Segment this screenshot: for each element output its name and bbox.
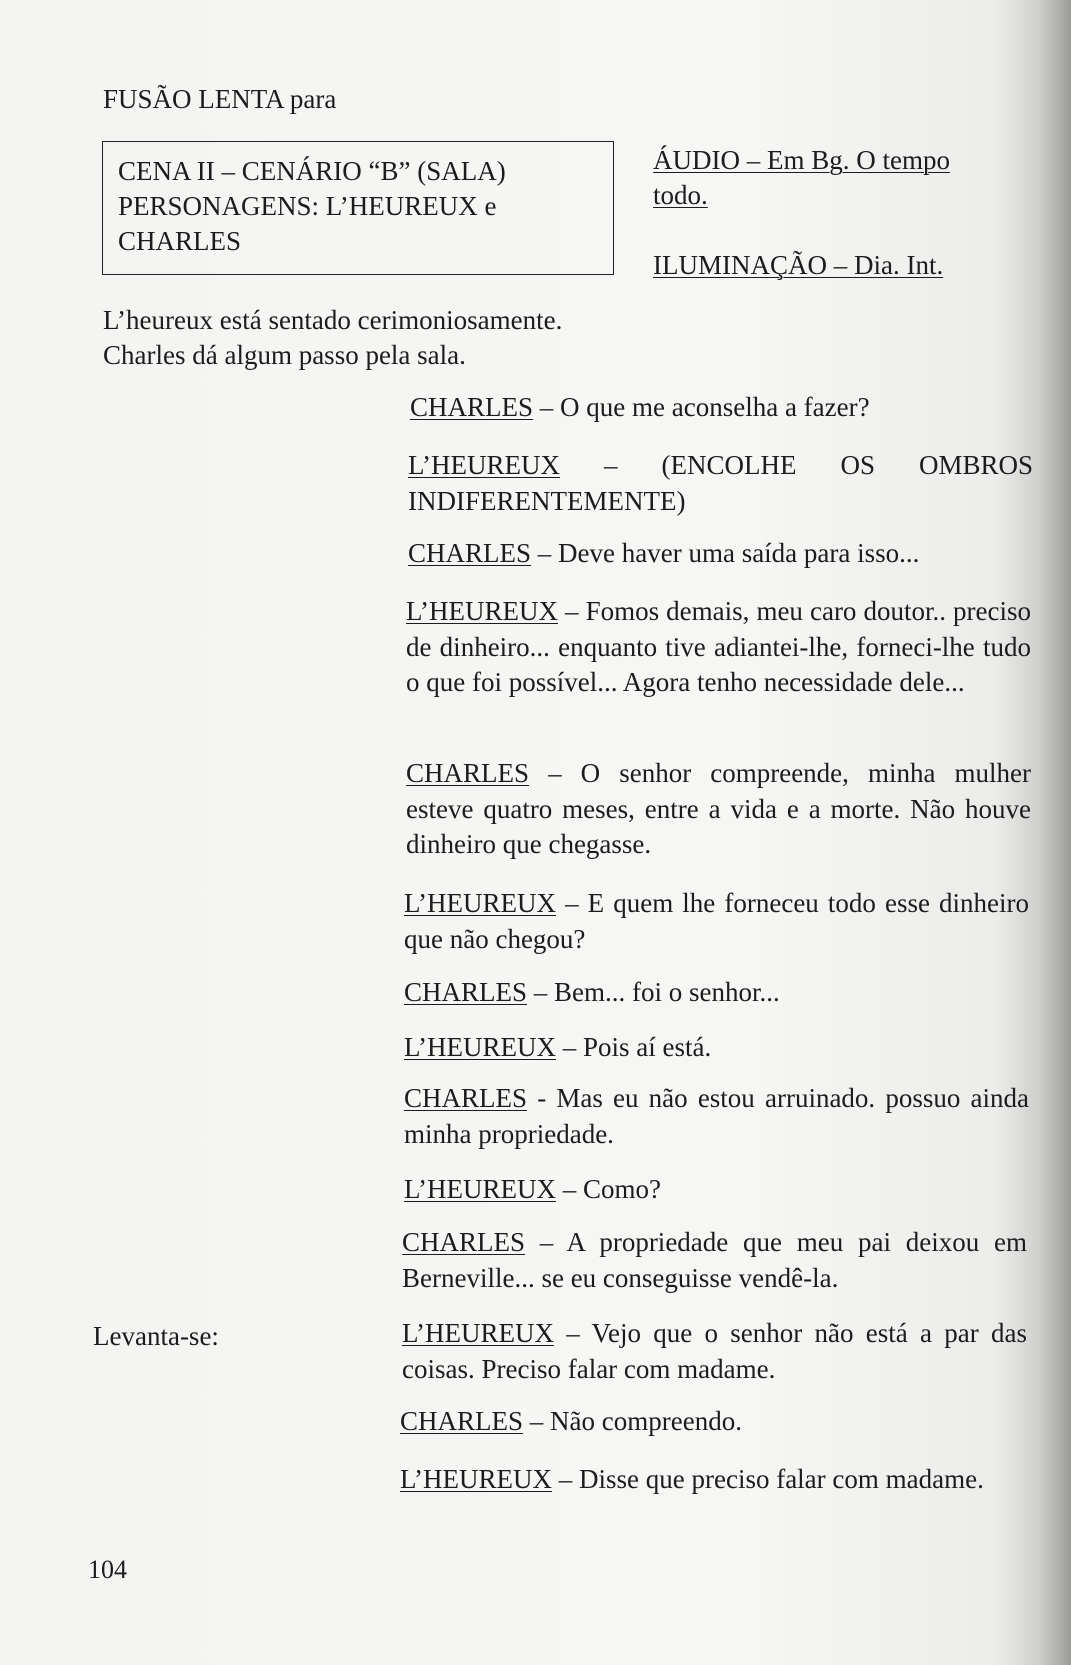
dialogue-line xyxy=(400,1462,1025,1498)
line-text: – Pois aí está. xyxy=(556,1032,712,1062)
scene-characters: PERSONAGENS: L’HEUREUX e xyxy=(118,191,497,221)
speaker-name: L’HEUREUX xyxy=(404,1174,556,1204)
line-text: – Vejo que o senhor não está a par das coisas. Preciso falar com madame. xyxy=(402,1318,1027,1384)
dialogue-line xyxy=(404,886,1029,957)
scene-title: CENA II – CENÁRIO “B” (SALA) xyxy=(118,156,506,186)
audio-note: ÁUDIO – Em Bg. O tempo xyxy=(653,145,950,175)
speaker-name: CHARLES xyxy=(402,1227,526,1257)
stage-direction: Charles dá algum passo pela sala. xyxy=(103,340,466,370)
line-text: - Mas eu não estou arruinado. possuo ainda minha propriedade. xyxy=(404,1083,1029,1149)
dialogue-line xyxy=(406,594,1031,701)
stage-direction: L’heureux está sentado cerimoniosamente. xyxy=(103,305,563,335)
line-text: – Fomos demais, meu caro doutor.. preciso de dinheiro... enquanto tive adiantei-lhe, forneci-lhe tudo o que foi possível... Agora tenho necessidade dele... xyxy=(406,596,1031,697)
speaker-name: L’HEUREUX xyxy=(404,1032,556,1062)
scene-info-box xyxy=(102,141,614,275)
speaker-name: CHARLES xyxy=(408,538,532,568)
page-number: 104 xyxy=(88,1555,127,1584)
speaker-name: CHARLES xyxy=(400,1406,524,1436)
lighting-note: ILUMINAÇÃO – Dia. Int. xyxy=(653,250,944,280)
dialogue-line xyxy=(404,1030,1029,1066)
speaker-name: L’HEUREUX xyxy=(406,596,558,626)
speaker-name: L’HEUREUX xyxy=(400,1464,552,1494)
line-text: – Disse que preciso falar com madame. xyxy=(552,1464,984,1494)
dialogue-line xyxy=(402,1225,1027,1296)
line-text: – Como? xyxy=(556,1174,661,1204)
speaker-name: CHARLES xyxy=(404,977,528,1007)
stage-direction-aside: Levanta-se: xyxy=(93,1321,219,1351)
dialogue-line xyxy=(406,756,1031,863)
dialogue-line xyxy=(402,1316,1027,1387)
line-text: – E quem lhe forneceu todo esse dinheiro que não chegou? xyxy=(404,888,1029,954)
dialogue-line xyxy=(408,448,1033,519)
audio-note-cont: todo. xyxy=(653,180,708,210)
speaker-name: L’HEUREUX xyxy=(402,1318,554,1348)
dialogue-line xyxy=(404,1172,1029,1208)
line-text: – Deve haver uma saída para isso... xyxy=(531,538,920,568)
dialogue-line xyxy=(408,536,1033,572)
dialogue-line xyxy=(404,1081,1029,1152)
speaker-name: CHARLES xyxy=(406,758,530,788)
dialogue-line xyxy=(410,390,980,426)
line-text: – (ENCOLHE OS OMBROS INDIFERENTEMENTE) xyxy=(408,450,1033,516)
line-text: – A propriedade que meu pai deixou em Berneville... se eu conseguisse vendê-la. xyxy=(402,1227,1027,1293)
speaker-name: L’HEUREUX xyxy=(408,450,560,480)
speaker-name: CHARLES xyxy=(404,1083,528,1113)
line-text: – Não compreendo. xyxy=(523,1406,742,1436)
speaker-name: L’HEUREUX xyxy=(404,888,556,918)
speaker-name: CHARLES xyxy=(410,392,534,422)
dialogue-line xyxy=(400,1404,1025,1440)
line-text: – O senhor compreende, minha mulher esteve quatro meses, entre a vida e a morte. Não houve dinheiro que chegasse. xyxy=(406,758,1031,859)
line-text: – O que me aconselha a fazer? xyxy=(533,392,870,422)
transition-heading: FUSÃO LENTA para xyxy=(103,84,337,114)
dialogue-line xyxy=(404,975,1029,1011)
scene-characters-cont: CHARLES xyxy=(118,226,242,256)
line-text: – Bem... foi o senhor... xyxy=(527,977,780,1007)
